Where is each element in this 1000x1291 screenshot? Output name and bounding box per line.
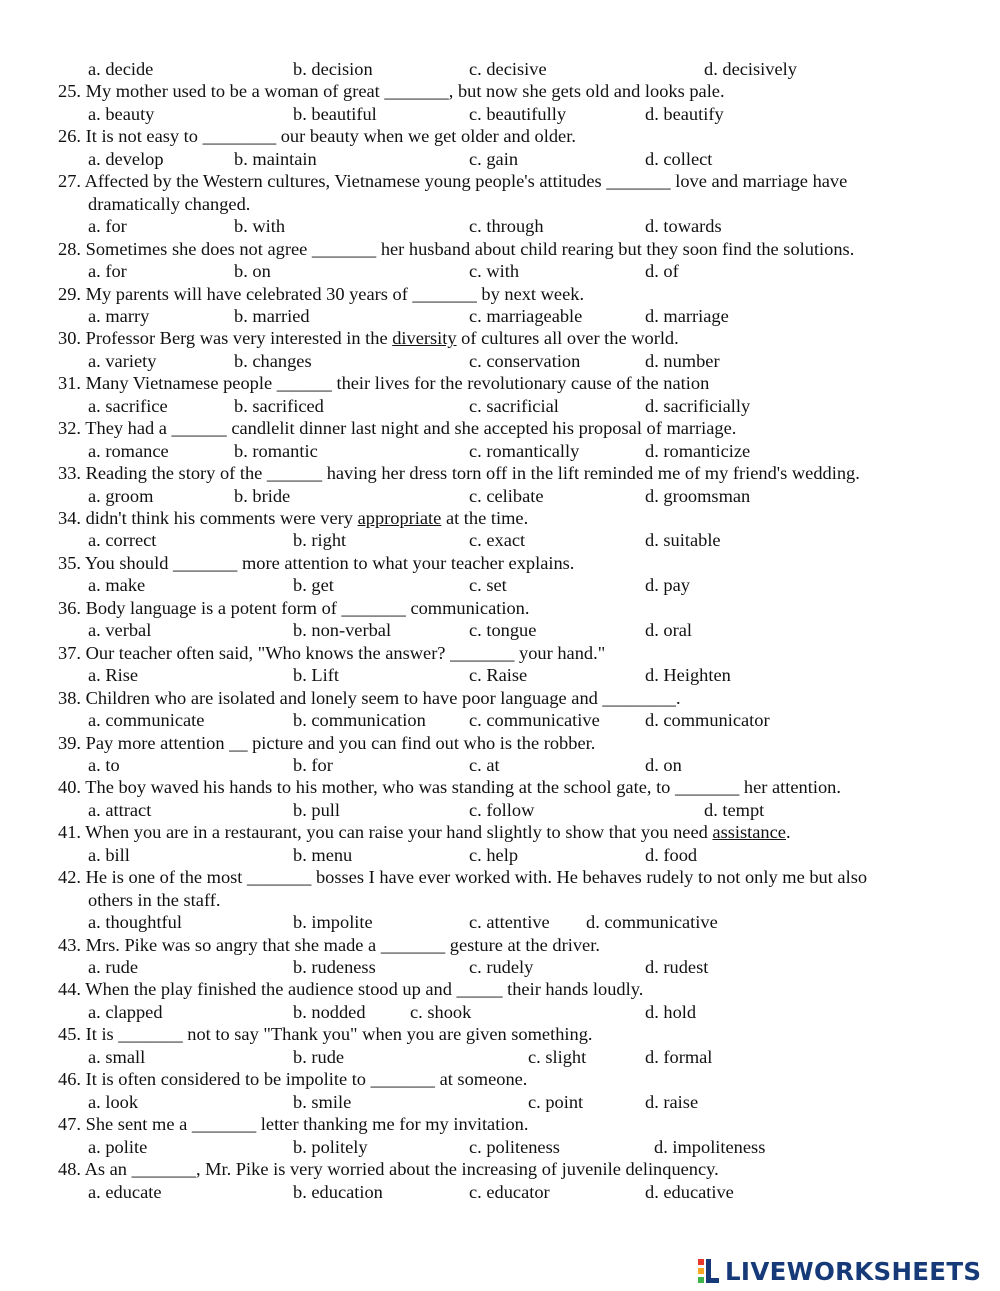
question-number: 28.: [58, 238, 81, 259]
answer-option[interactable]: a. educate: [88, 1181, 162, 1202]
answer-option[interactable]: b. bride: [234, 485, 291, 506]
stem-text: She sent me a _______ letter thanking me for my invitation.: [85, 1114, 529, 1135]
question-stem: [58, 1113, 528, 1136]
answer-option[interactable]: b. impolite: [293, 912, 373, 933]
stem-text: didn't think his comments were very: [85, 508, 358, 528]
question-number: 46.: [58, 1069, 81, 1090]
question-number: 30.: [58, 328, 81, 349]
liveworksheets-logo[interactable]: [697, 1255, 981, 1287]
answer-option[interactable]: a. beauty: [88, 103, 155, 124]
question-stem: [58, 417, 736, 440]
question-stem: [58, 80, 725, 103]
answer-option[interactable]: d. sacrificially: [645, 395, 751, 416]
answer-option[interactable]: b. sacrificed: [234, 395, 324, 416]
stem-text: When you are in a restaurant, you can raise your hand slightly to show that you need: [85, 822, 713, 843]
answer-option[interactable]: c. beautifully: [469, 103, 567, 124]
question-stem: [58, 934, 600, 957]
underlined-word: assistance: [712, 822, 786, 843]
question-number: 39.: [58, 732, 81, 753]
answer-option[interactable]: a. communicate: [88, 710, 205, 731]
logo-wordmark: LIVEWORKSHEETS: [725, 1256, 982, 1286]
question-number: 29.: [58, 283, 81, 304]
question-stem: [58, 821, 791, 844]
underlined-word: diversity: [392, 328, 457, 349]
stem-text: Body language is a potent form of _______ communication.: [85, 597, 530, 618]
stem-text: It is _______ not to say "Thank you" when you are given something.: [85, 1024, 593, 1045]
answer-option[interactable]: d. groomsman: [645, 485, 751, 506]
answer-option[interactable]: b. rude: [293, 1046, 345, 1067]
answer-option[interactable]: c. point: [528, 1091, 584, 1112]
stem-text: You should _______ more attention to what your teacher explains.: [84, 552, 575, 573]
answer-option[interactable]: c. with: [469, 261, 520, 282]
question-stem: [58, 372, 709, 395]
answer-option[interactable]: b. communication: [293, 710, 426, 731]
answer-option[interactable]: d. towards: [645, 216, 722, 237]
answer-option[interactable]: a. to: [88, 754, 120, 775]
answer-option[interactable]: a. for: [88, 216, 127, 237]
question-stem-continued: [88, 193, 250, 216]
question-number: 43.: [58, 934, 81, 955]
question-stem: [58, 283, 584, 306]
answer-option[interactable]: b. smile: [293, 1091, 352, 1112]
stem-text: Our teacher often said, "Who knows the answer? _______ your hand.": [85, 642, 606, 663]
answer-option[interactable]: c. tongue: [469, 620, 537, 641]
question-stem: [58, 462, 860, 485]
question-number: 41.: [58, 822, 81, 843]
answer-option[interactable]: c. through: [469, 216, 544, 237]
answer-option[interactable]: a. variety: [88, 350, 157, 371]
stem-text: of cultures all over the world.: [456, 328, 679, 349]
stem-text: It is often considered to be impolite to _______ at someone.: [85, 1069, 528, 1090]
answer-option[interactable]: d. formal: [645, 1046, 713, 1067]
answer-option[interactable]: b. menu: [293, 844, 353, 865]
stem-text: Reading the story of the ______ having her dress torn off in the lift reminded me of my friend's wedding.: [85, 463, 860, 484]
answer-option[interactable]: b. for: [293, 754, 333, 775]
question-number: 35.: [58, 552, 81, 573]
question-stem: [58, 327, 679, 350]
question-stem: [58, 1158, 719, 1181]
answer-option[interactable]: c. slight: [528, 1046, 587, 1067]
answer-option[interactable]: a. sacrifice: [88, 395, 168, 416]
answer-option[interactable]: d. rudest: [645, 957, 709, 977]
liveworksheets-logo-icon: [697, 1258, 721, 1284]
answer-option[interactable]: d. Heighten: [645, 665, 731, 686]
question-number: 32.: [58, 418, 81, 439]
answer-option[interactable]: d. oral: [645, 620, 692, 641]
question-number: 47.: [58, 1114, 81, 1135]
stem-text: Professor Berg was very interested in the: [85, 328, 393, 349]
answer-option[interactable]: d. number: [645, 350, 720, 371]
answer-option[interactable]: c. politeness: [469, 1136, 560, 1157]
question-stem: [58, 978, 643, 1001]
question-stem: [58, 507, 528, 530]
stem-text: Many Vietnamese people ______ their lives for the revolutionary cause of the nation: [85, 373, 710, 394]
answer-option[interactable]: b. pull: [293, 799, 341, 820]
stem-text: .: [785, 822, 791, 843]
answer-option[interactable]: a. attract: [88, 799, 152, 820]
stem-text: It is not easy to ________ our beauty when we get older and older.: [85, 126, 576, 147]
answer-option[interactable]: d. collect: [645, 148, 713, 169]
stem-text: Mrs. Pike was so angry that she made a _______ gesture at the driver.: [85, 934, 600, 955]
answer-option[interactable]: c. set: [469, 575, 507, 596]
answer-option[interactable]: a. romance: [88, 440, 169, 461]
answer-option[interactable]: d. pay: [645, 575, 690, 596]
answer-option[interactable]: a. make: [88, 575, 146, 596]
question-number: 37.: [58, 642, 81, 663]
answer-option[interactable]: b. married: [234, 305, 310, 326]
question-stem: [58, 732, 595, 755]
stem-text: When the play finished the audience stood up and _____ their hands loudly.: [85, 979, 644, 1000]
question-stem: [58, 1023, 593, 1046]
question-stem: [58, 238, 854, 261]
answer-option[interactable]: d. decisively: [704, 59, 797, 79]
stem-text: dramatically changed.: [88, 193, 251, 214]
answer-option[interactable]: d. educative: [645, 1181, 734, 1202]
answer-option[interactable]: c. rudely: [469, 957, 534, 977]
stem-text: My parents will have celebrated 30 years of _______ by next week.: [85, 283, 585, 304]
question-stem: [58, 170, 847, 193]
question-stem: [58, 125, 576, 148]
answer-option[interactable]: a. verbal: [88, 620, 152, 641]
answer-option[interactable]: c. at: [469, 754, 500, 775]
answer-option[interactable]: a. groom: [88, 485, 154, 506]
question-number: 36.: [58, 597, 81, 618]
answer-option[interactable]: c. follow: [469, 799, 535, 820]
answer-option[interactable]: d. beautify: [645, 103, 724, 124]
stem-text: He is one of the most _______ bosses I have ever worked with. He behaves rudely to not only me but also: [85, 867, 868, 888]
answer-option[interactable]: d. impoliteness: [654, 1136, 766, 1157]
stem-text: As an _______, Mr. Pike is very worried about the increasing of juvenile delinquency.: [84, 1159, 719, 1180]
answer-option[interactable]: b. education: [293, 1181, 383, 1202]
question-number: 45.: [58, 1024, 81, 1045]
answer-option[interactable]: b. non-verbal: [293, 620, 392, 641]
answer-option[interactable]: a. marry: [88, 305, 150, 326]
stem-text: The boy waved his hands to his mother, who was standing at the school gate, to _______ her attention.: [85, 777, 841, 798]
answer-option[interactable]: a. clapped: [88, 1001, 163, 1022]
answer-option[interactable]: c. Raise: [469, 665, 528, 686]
answer-option[interactable]: b. Lift: [293, 665, 339, 686]
answer-option[interactable]: a. look: [88, 1091, 139, 1112]
answer-option[interactable]: b. on: [234, 261, 271, 282]
answer-option[interactable]: a. rude: [88, 957, 139, 977]
stem-text: Pay more attention __ picture and you can find out who is the robber.: [85, 732, 596, 753]
question-number: 25.: [58, 81, 81, 102]
answer-option[interactable]: d. on: [645, 754, 682, 775]
answer-option[interactable]: d. marriage: [645, 305, 729, 326]
answer-option[interactable]: d. communicative: [586, 912, 718, 933]
answer-option[interactable]: c. marriageable: [469, 305, 583, 326]
stem-text: They had a ______ candlelit dinner last night and she accepted his proposal of marriage.: [85, 418, 737, 439]
answer-option[interactable]: b. maintain: [234, 148, 317, 169]
answer-option[interactable]: c. gain: [469, 148, 519, 169]
answer-option[interactable]: b. decision: [293, 59, 373, 79]
answer-option[interactable]: b. beautiful: [293, 103, 377, 124]
question-number: 48.: [58, 1159, 81, 1180]
answer-option[interactable]: a. bill: [88, 844, 130, 865]
answer-option[interactable]: d. tempt: [704, 799, 765, 820]
stem-text: Sometimes she does not agree _______ her husband about child rearing but they soon find the solutions.: [85, 238, 855, 259]
answer-option[interactable]: a. for: [88, 261, 127, 282]
answer-option[interactable]: b. get: [293, 575, 334, 596]
answer-option[interactable]: d. food: [645, 844, 698, 865]
question-stem: [58, 687, 681, 710]
answer-option[interactable]: b. romantic: [234, 440, 318, 461]
answer-option[interactable]: c. shook: [410, 1001, 472, 1022]
question-number: 44.: [58, 979, 81, 1000]
answer-option[interactable]: a. thoughtful: [88, 912, 182, 933]
answer-option[interactable]: c. educator: [469, 1181, 550, 1202]
question-number: 26.: [58, 126, 81, 147]
answer-option[interactable]: b. politely: [293, 1136, 368, 1157]
answer-option[interactable]: d. communicator: [645, 710, 770, 731]
answer-option[interactable]: c. celibate: [469, 485, 544, 506]
answer-option[interactable]: c. sacrificial: [469, 395, 559, 416]
answer-option[interactable]: a. polite: [88, 1136, 148, 1157]
question-stem: [58, 642, 605, 665]
answer-option[interactable]: c. help: [469, 844, 519, 865]
answer-option[interactable]: a. Rise: [88, 665, 139, 686]
answer-option[interactable]: a. develop: [88, 148, 164, 169]
question-number: 38.: [58, 687, 81, 708]
question-stem-continued: [88, 889, 220, 912]
stem-text: at the time.: [441, 508, 529, 528]
answer-option[interactable]: d. raise: [645, 1091, 699, 1112]
answer-option[interactable]: c. conservation: [469, 350, 581, 371]
answer-option[interactable]: d. of: [645, 261, 679, 282]
stem-text: others in the staff.: [88, 889, 221, 910]
answer-option[interactable]: b. right: [293, 530, 347, 551]
question-stem: [58, 1068, 527, 1091]
answer-option[interactable]: b. nodded: [293, 1001, 366, 1022]
answer-option[interactable]: b. with: [234, 216, 286, 237]
question-number: 34.: [58, 508, 81, 528]
question-stem: [58, 597, 529, 620]
answer-option[interactable]: b. rudeness: [293, 957, 376, 977]
answer-option[interactable]: c. exact: [469, 530, 526, 551]
question-number: 40.: [58, 777, 81, 798]
question-number: 27.: [58, 171, 81, 192]
question-number: 33.: [58, 463, 81, 484]
answer-option[interactable]: a. small: [88, 1046, 146, 1067]
answer-option[interactable]: d. hold: [645, 1001, 697, 1022]
stem-text: Affected by the Western cultures, Vietnamese young people's attitudes _______ love and marriage have: [84, 171, 848, 192]
answer-option[interactable]: d. romanticize: [645, 440, 751, 461]
question-stem: [58, 866, 867, 889]
answer-option[interactable]: c. decisive: [469, 59, 547, 79]
answer-option[interactable]: b. changes: [234, 350, 312, 371]
question-stem: [58, 776, 841, 799]
answer-option[interactable]: c. romantically: [469, 440, 580, 461]
question-number: 31.: [58, 373, 81, 394]
question-stem: [58, 552, 574, 575]
answer-option[interactable]: a. decide: [88, 59, 154, 79]
answer-option[interactable]: d. suitable: [645, 530, 721, 551]
answer-option[interactable]: c. communicative: [469, 710, 600, 731]
answer-option[interactable]: a. correct: [88, 530, 157, 551]
stem-text: My mother used to be a woman of great _______, but now she gets old and looks pale.: [85, 81, 725, 102]
answer-option[interactable]: c. attentive: [469, 912, 550, 933]
underlined-word: appropriate: [357, 508, 442, 528]
question-number: 42.: [58, 867, 81, 888]
stem-text: Children who are isolated and lonely seem to have poor language and ________.: [85, 687, 681, 708]
